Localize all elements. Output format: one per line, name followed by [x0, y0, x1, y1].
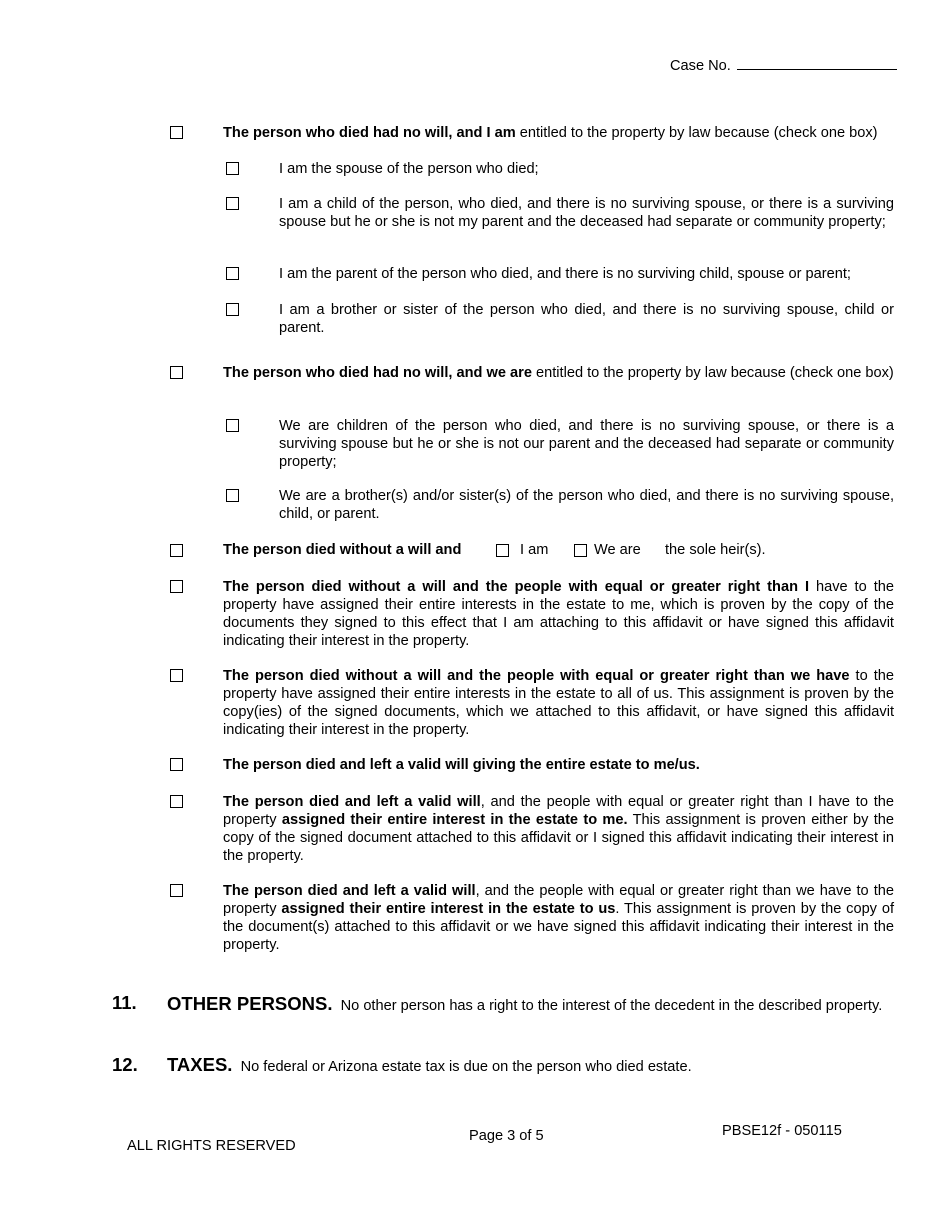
option-valid-will-us: The person died and left a valid will, and the people with equal or greater right than we have to the property assigned their entire interest in the estate to us. This assignment is proven by the copy of the document(s) attached to this affidavit or we have signed this affidavit indicating their interest in the property.: [223, 883, 894, 953]
checkbox-parent[interactable]: [226, 267, 239, 280]
checkbox-children[interactable]: [226, 419, 239, 432]
checkbox-valid-will-me[interactable]: [170, 795, 183, 808]
checkbox-no-will-i-am[interactable]: [170, 126, 183, 139]
checkbox-sibling[interactable]: [226, 303, 239, 316]
case-number-field: [670, 55, 897, 75]
option-sole-heir-text: The person died without a will and: [223, 542, 462, 558]
case-number-label: Case No.: [670, 58, 731, 74]
checkbox-we-are[interactable]: [574, 544, 587, 557]
option-child: I am a child of the person, who died, and there is no surviving spouse, or there is a surviving spouse but he or she is not my parent and the deceased had separate or community property;: [279, 196, 894, 230]
option-spouse: I am the spouse of the person who died;: [279, 161, 539, 177]
footer-rights: ALL RIGHTS RESERVED: [127, 1138, 296, 1154]
option-assigned-to-me: The person died without a will and the people with equal or greater right than I have to the property have assigned their entire interests in the estate to me, which is proven by the copy of the documents they signed to this effect that I am attaching to this affidavit or have signed this affidavit indicating their interest in the property.: [223, 579, 894, 649]
option-valid-will-entire: The person died and left a valid will giving the entire estate to me/us.: [223, 757, 700, 773]
checkbox-child[interactable]: [226, 197, 239, 210]
option-children: We are children of the person who died, and there is no surviving spouse, or there is a surviving spouse but he or she is not our parent and the deceased had separate or community property;: [279, 418, 894, 470]
checkbox-assigned-to-us[interactable]: [170, 669, 183, 682]
option-sibling: I am a brother or sister of the person who died, and there is no surviving spouse, child or parent.: [279, 302, 894, 336]
checkbox-siblings[interactable]: [226, 489, 239, 502]
section-11-text: OTHER PERSONS. No other person has a right to the interest of the decedent in the described property.: [167, 993, 883, 1014]
label-we-are: We are: [594, 542, 641, 558]
section-11-title: OTHER PERSONS.: [167, 993, 333, 1014]
option-no-will-we-are: The person who died had no will, and we are entitled to the property by law because (check one box): [223, 365, 894, 381]
case-number-line[interactable]: [737, 55, 897, 70]
checkbox-valid-will-us[interactable]: [170, 884, 183, 897]
checkbox-valid-will-entire[interactable]: [170, 758, 183, 771]
footer-page-number: Page 3 of 5: [469, 1128, 544, 1144]
section-12-number: 12.: [112, 1054, 138, 1075]
checkbox-spouse[interactable]: [226, 162, 239, 175]
checkbox-no-will-we-are[interactable]: [170, 366, 183, 379]
section-12-text: TAXES. No federal or Arizona estate tax is due on the person who died estate.: [167, 1054, 692, 1075]
section-11-number: 11.: [112, 992, 137, 1013]
label-i-am: I am: [520, 542, 549, 558]
checkbox-i-am[interactable]: [496, 544, 509, 557]
checkbox-assigned-to-me[interactable]: [170, 580, 183, 593]
option-assigned-to-us: The person died without a will and the people with equal or greater right than we have to the property have assigned their entire interests in the estate to all of us. This assignment is proven by the copy(ies) of the signed documents, which we attached to this affidavit, or have signed this affidavit indicating their interest in the property.: [223, 668, 894, 738]
label-sole-heirs: the sole heir(s).: [665, 542, 766, 558]
option-no-will-i-am: The person who died had no will, and I am entitled to the property by law because (check one box): [223, 125, 878, 141]
checkbox-sole-heir[interactable]: [170, 544, 183, 557]
option-parent: I am the parent of the person who died, and there is no surviving child, spouse or parent;: [279, 266, 851, 282]
option-siblings: We are a brother(s) and/or sister(s) of the person who died, and there is no surviving spouse, child, or parent.: [279, 488, 894, 522]
section-12-title: TAXES.: [167, 1054, 233, 1075]
option-valid-will-me: The person died and left a valid will, and the people with equal or greater right than I have to the property assigned their entire interest in the estate to me. This assignment is proven either by the copy of the signed document attached to this affidavit or I signed this affidavit indicating their interest in the property.: [223, 794, 894, 864]
footer-form-id: PBSE12f - 050115: [722, 1123, 842, 1139]
